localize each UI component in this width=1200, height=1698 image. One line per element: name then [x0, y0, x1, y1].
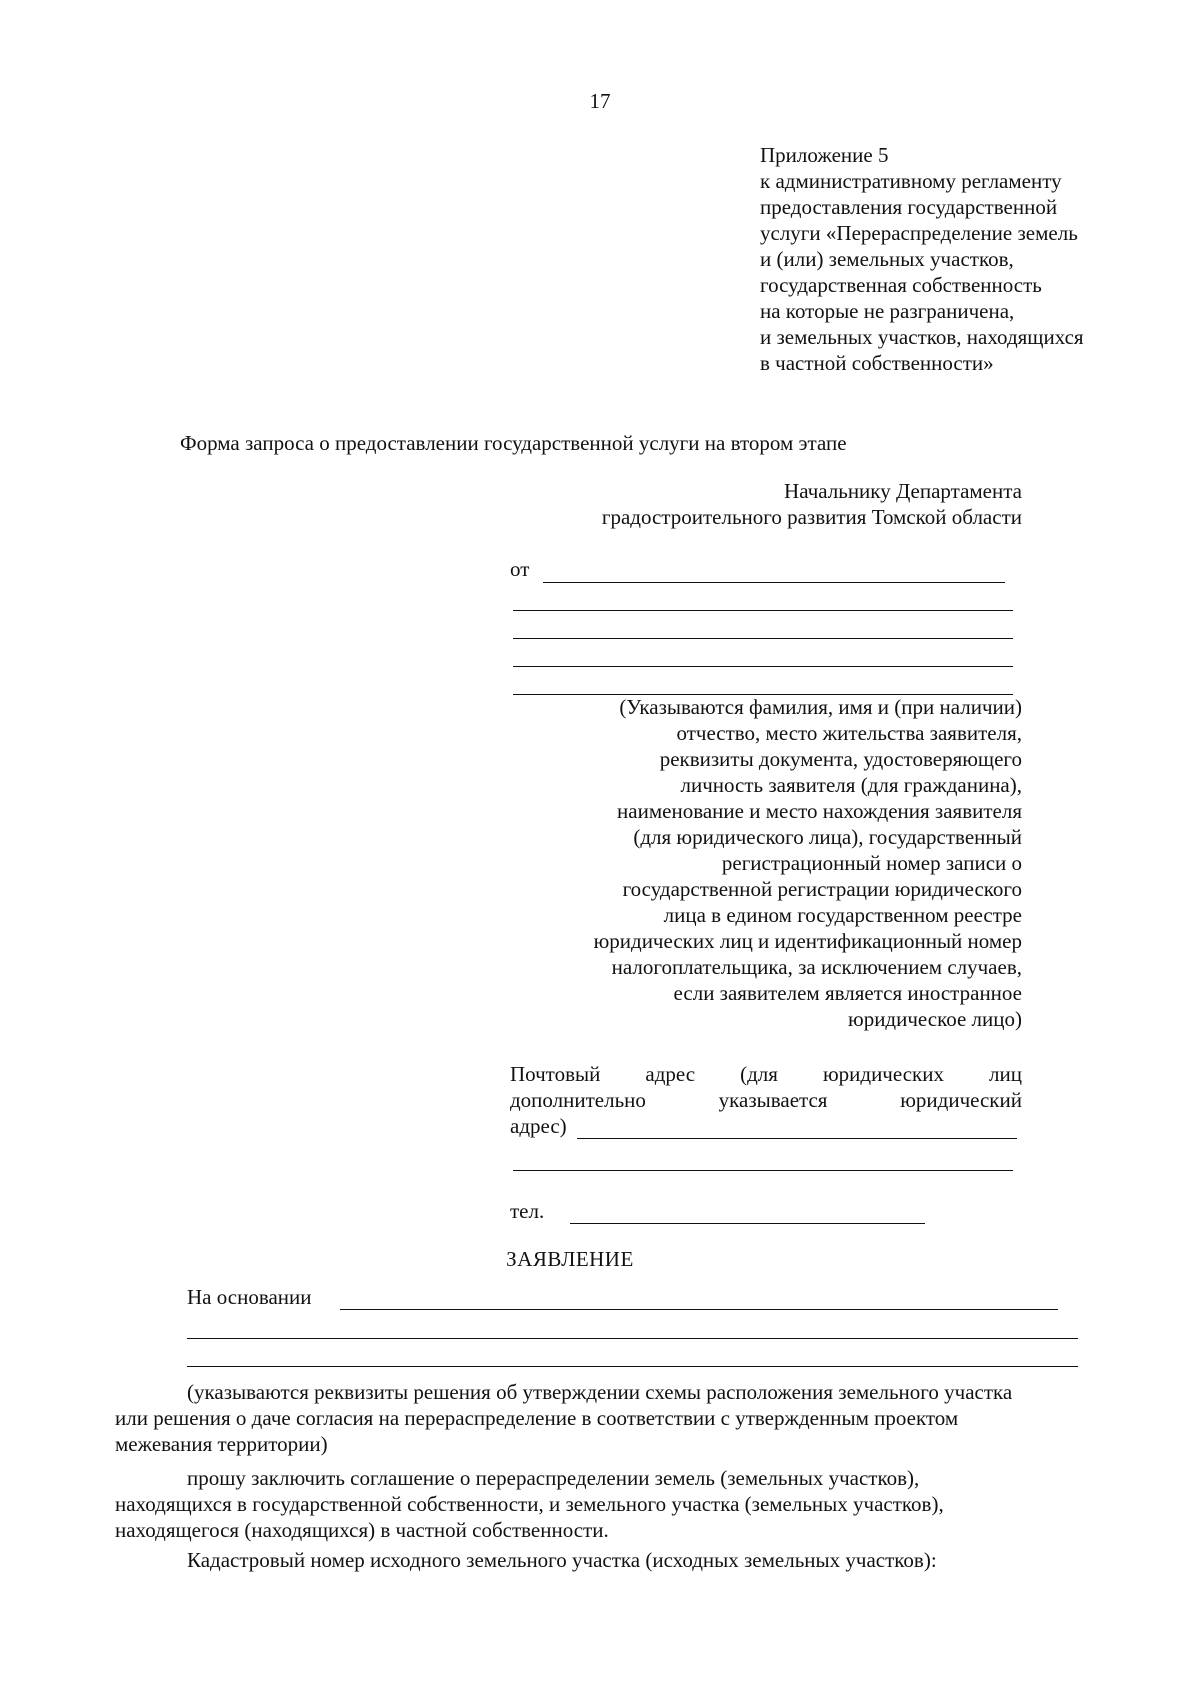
appendix-line: к административному регламенту	[760, 169, 1062, 193]
applicant-input-line[interactable]	[513, 638, 1013, 639]
postal-row-last: адрес)	[510, 1114, 567, 1138]
from-input-line[interactable]	[543, 582, 1005, 583]
addressee-line: Начальнику Департамента	[784, 479, 1022, 503]
statement-title: ЗАЯВЛЕНИЕ	[506, 1247, 634, 1271]
note-line: личность заявителя (для гражданина),	[680, 773, 1022, 797]
appendix-line: предоставления государственной	[760, 195, 1058, 219]
appendix-line: и (или) земельных участков,	[760, 247, 1014, 271]
note-line: государственной регистрации юридического	[622, 877, 1022, 901]
request-paragraph	[115, 1465, 1145, 1543]
appendix-header	[760, 142, 1180, 376]
note-line: лица в едином государственном реестре	[663, 903, 1022, 927]
postal-word: юридический	[900, 1088, 1022, 1112]
appendix-line: Приложение 5	[760, 143, 889, 167]
applicant-input-line[interactable]	[513, 610, 1013, 611]
from-label: от	[510, 557, 530, 581]
postal-address-input-line[interactable]	[513, 1170, 1013, 1171]
postal-word: дополнительно	[510, 1088, 646, 1112]
note-line: наименование и место нахождения заявителя	[617, 799, 1022, 823]
addressee-line: градостроительного развития Томской области	[601, 505, 1022, 529]
note-line: налогоплательщика, за исключением случаев,	[611, 955, 1022, 979]
note-line: регистрационный номер записи о	[721, 851, 1022, 875]
appendix-line: в частной собственности»	[760, 351, 994, 375]
basis-input-line[interactable]	[187, 1338, 1078, 1339]
note-line: юридических лиц и идентификационный номер	[593, 929, 1022, 953]
basis-input-line[interactable]	[340, 1309, 1058, 1310]
postal-word: лиц	[989, 1062, 1022, 1086]
postal-word: (для	[740, 1062, 778, 1086]
note-line: юридическое лицо)	[848, 1007, 1022, 1031]
note-line: отчество, место жительства заявителя,	[676, 721, 1022, 745]
postal-row	[510, 1087, 1022, 1113]
tel-input-line[interactable]	[570, 1223, 925, 1224]
postal-word: юридических	[822, 1062, 944, 1086]
basis-note-line: или решения о даче согласия на перераспределение в соответствии с утвержденным проектом	[115, 1406, 959, 1430]
request-line: прошу заключить соглашение о перераспределении земель (земельных участков),	[187, 1466, 920, 1490]
postal-word: адрес	[645, 1062, 696, 1086]
tel-label: тел.	[510, 1199, 545, 1223]
appendix-line: и земельных участков, находящихся	[760, 325, 1084, 349]
note-line: реквизиты документа, удостоверяющего	[659, 747, 1022, 771]
page-number: 17	[589, 89, 611, 113]
note-line: (Указываются фамилия, имя и (при наличии)	[619, 695, 1022, 719]
applicant-input-line[interactable]	[513, 666, 1013, 667]
form-title: Форма запроса о предоставлении государственной услуги на втором этапе	[180, 431, 847, 455]
addressee-block	[430, 478, 1022, 530]
basis-note-line: (указываются реквизиты решения об утверждении схемы расположения земельного участка	[187, 1380, 1013, 1404]
basis-input-line[interactable]	[187, 1366, 1078, 1367]
postal-word: Почтовый	[510, 1062, 601, 1086]
basis-note	[115, 1379, 1145, 1457]
basis-note-line: межевания территории)	[115, 1432, 328, 1456]
request-line: находящегося (находящихся) в частной собственности.	[115, 1518, 609, 1542]
cadastral-paragraph	[115, 1547, 1145, 1573]
note-line: (для юридического лица), государственный	[633, 825, 1022, 849]
cadastral-label: Кадастровый номер исходного земельного участка (исходных земельных участков):	[187, 1548, 937, 1572]
appendix-line: на которые не разграничена,	[760, 299, 1015, 323]
postal-address-input-line[interactable]	[577, 1138, 1017, 1139]
appendix-line: услуги «Перераспределение земель	[760, 221, 1078, 245]
postal-row	[510, 1061, 1022, 1087]
postal-word: указывается	[718, 1088, 828, 1112]
appendix-line: государственная собственность	[760, 273, 1042, 297]
note-line: если заявителем является иностранное	[673, 981, 1022, 1005]
postal-address-label	[510, 1061, 1022, 1113]
request-line: находящихся в государственной собственности, и земельного участка (земельных участков),	[115, 1492, 944, 1516]
applicant-note	[480, 694, 1022, 1032]
basis-label: На основании	[187, 1285, 312, 1309]
